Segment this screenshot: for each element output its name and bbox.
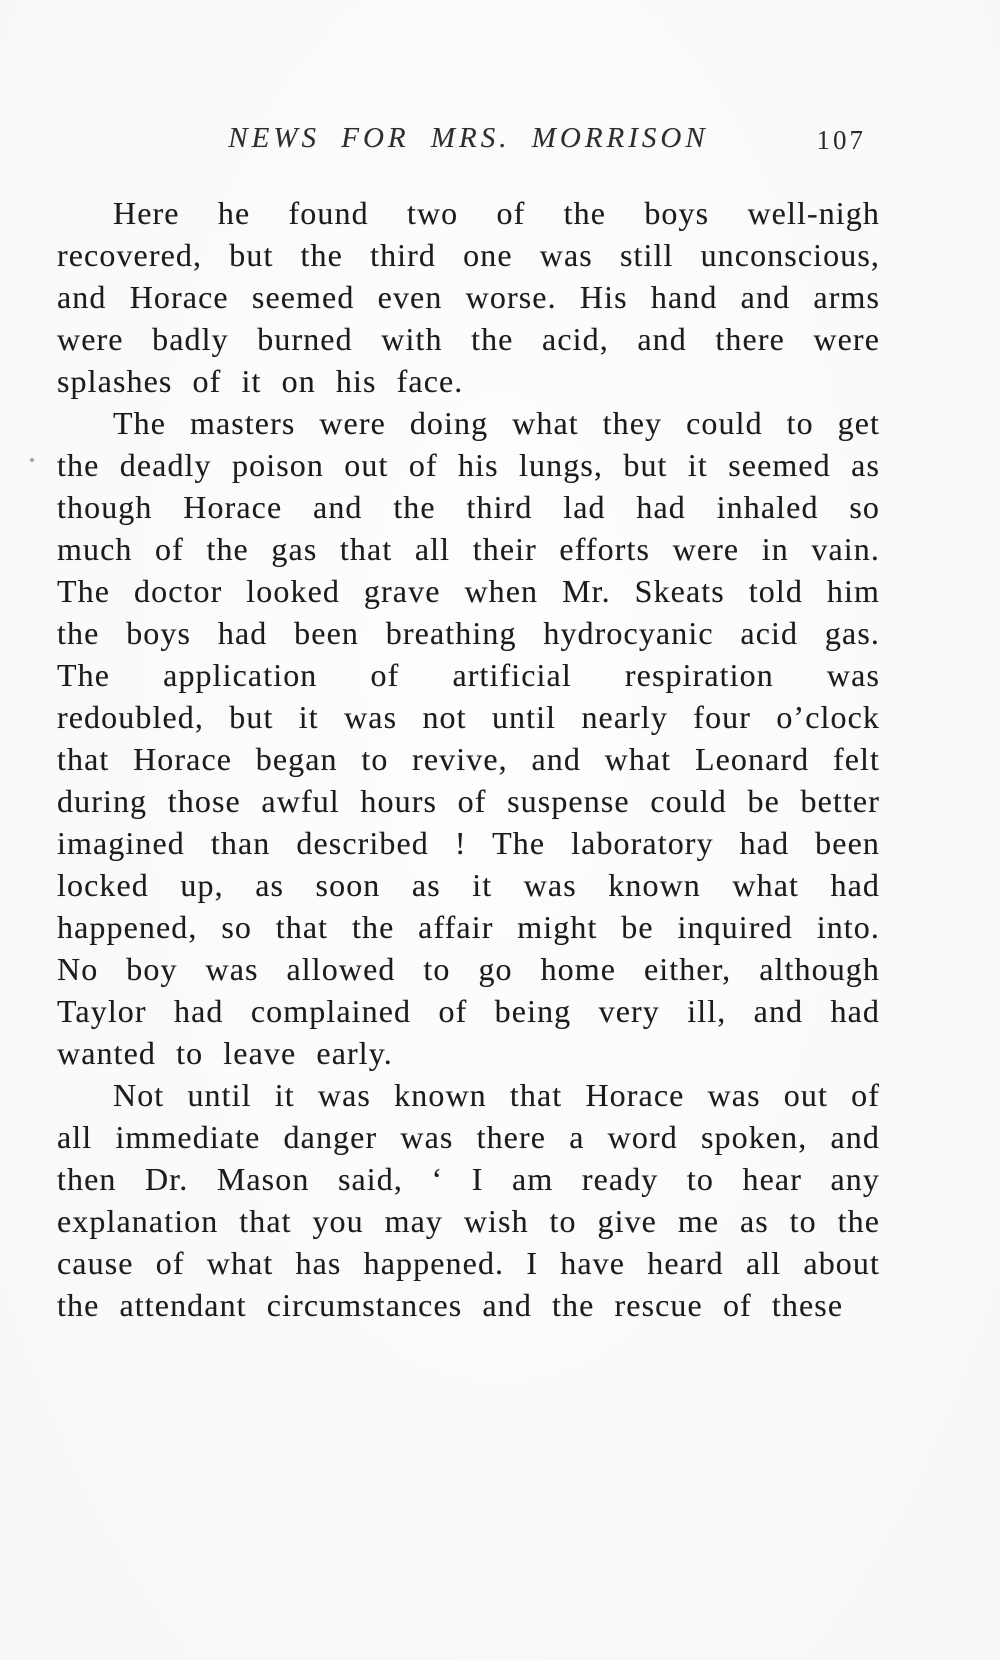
running-header [57,122,880,166]
page-body [57,192,880,1326]
running-header-title: NEWS FOR MRS. MORRISON [228,122,709,154]
paragraph-2: The masters were doing what they could to get the deadly poison out of his lungs, but it seemed as though Horace and the third lad had inhaled so much of the gas that all their efforts were in vain. The doctor looked grave when Mr. Skeats told him the boys had been breathing hydrocyanic acid gas. The application of artificial respiration was redoubled, but it was not until nearly four o’clock that Horace began to revive, and what Leonard felt during those awful hours of suspense could be better imagined than described ! The laboratory had been locked up, as soon as it was known what had happened, so that the affair might be inquired into. No boy was allowed to go home either, although Taylor had complained of being very ill, and had wanted to leave early. [57,405,880,1071]
paragraph-1: Here he found two of the boys well-nigh recovered, but the third one was still unconscious, and Horace seemed even worse. His hand and arms were badly burned with the acid, and there were splashes of it on his face. [57,195,880,399]
scan-artifact [30,458,34,462]
paragraph-3: Not until it was known that Horace was out of all immediate danger was there a word spoken, and then Dr. Mason said, ‘ I am ready to hear any explanation that you may wish to give me as to the cause of what has happened. I have heard all about the attendant circumstances and the rescue of these [57,1077,880,1323]
page-number: 107 [816,125,866,155]
